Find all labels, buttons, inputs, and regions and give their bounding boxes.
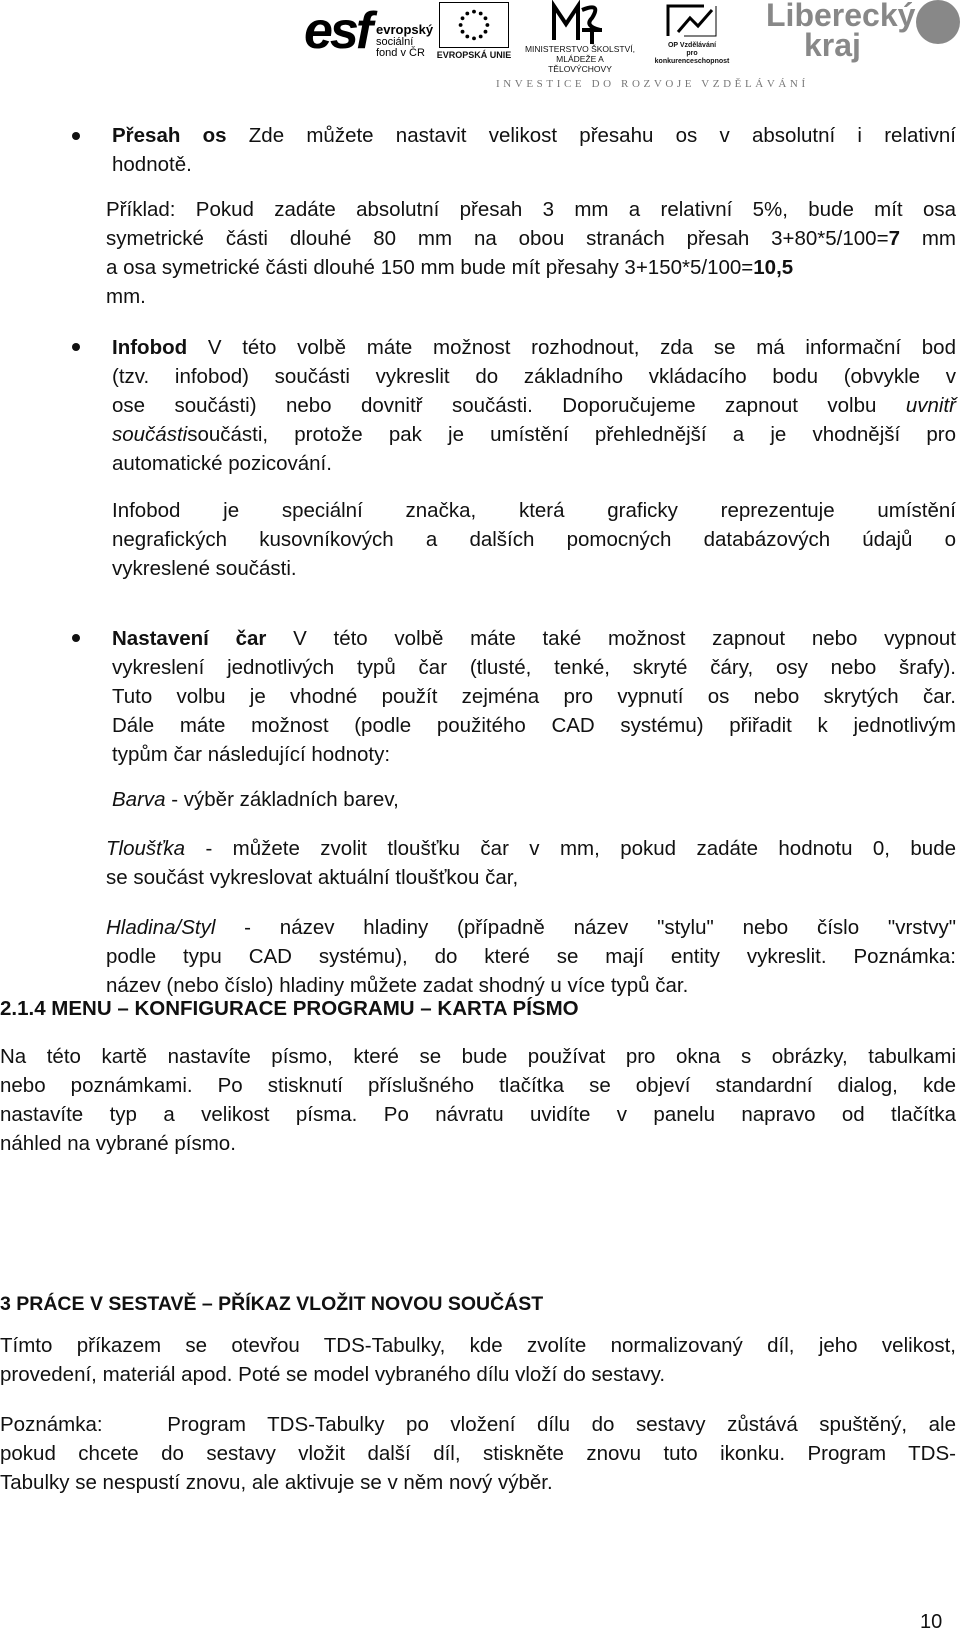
bullet-dot	[72, 132, 80, 140]
msmt-label-line: MLÁDEŽE A TĚLOVÝCHOVY	[548, 54, 612, 74]
op-label	[652, 42, 732, 66]
infobod-description	[112, 496, 956, 583]
esf-text-line: sociální	[376, 36, 414, 48]
liberecky-kraj-emblem-icon	[916, 0, 960, 44]
text-line: Na této kartě nastavíte písmo, které se bude používat pro okna s obrázky, tabulkami	[0, 1045, 956, 1068]
section-heading-3: 3 PRÁCE V SESTAVĚ – PŘÍKAZ VLOŽIT NOVOU SOUČÁST	[0, 1293, 544, 1315]
text-line	[112, 391, 956, 420]
text-span: V této volbě máte možnost rozhodnout, zda se má informační bod	[187, 336, 956, 359]
text-line	[106, 913, 956, 942]
nastaveni-car-title: Nastavení čar	[112, 627, 267, 650]
eu-logo	[434, 2, 514, 64]
liberecky-kraj-logo	[738, 0, 960, 62]
infobod-item	[112, 333, 956, 478]
text-span: součásti, protože pak je umístění přehlednější a je vhodnější pro	[187, 423, 956, 446]
text-span: - název hladiny (případně název "stylu" nebo číslo "vrstvy"	[215, 916, 956, 939]
text-line: se součást vykreslovat aktuální tloušťkou čar,	[106, 866, 519, 889]
text-span: a osa symetrické části dlouhé 150 mm bude mít přesahy 3+150*5/100=	[106, 256, 754, 279]
text-span: 7	[888, 227, 900, 250]
eu-stars-icon	[439, 2, 509, 48]
text-line	[106, 834, 956, 863]
esf-text	[376, 24, 433, 59]
text-line: pokud chcete do sestavy vložit další díl, stiskněte znovu tuto ikonku. Program TDS-	[0, 1442, 956, 1465]
infobod-title: Infobod	[112, 336, 188, 359]
text-line	[106, 253, 956, 282]
eu-label: EVROPSKÁ UNIE	[436, 50, 512, 60]
esf-logo	[304, 2, 434, 62]
text-line	[112, 420, 956, 449]
text-line: (tzv. infobod) součásti vykreslit do základního vkládacího bodu (obvykle v	[112, 365, 956, 388]
text-span: ose součásti) nebo dovnitř součásti. Doporučujeme zapnout volbu	[112, 394, 906, 417]
text-line: podle typu CAD systému), do které se mají entity vykreslit. Poznámka:	[106, 945, 956, 968]
text-line: Infobod je speciální značka, která graficky reprezentuje umístění	[112, 499, 956, 522]
text-line: typům čar následující hodnoty:	[112, 743, 391, 766]
text-line: vykreslené součásti.	[112, 557, 297, 580]
hladina-paragraph	[106, 913, 956, 1000]
text-line	[112, 624, 956, 653]
text-line: mm.	[106, 285, 146, 308]
tagline: INVESTICE DO ROZVOJE VZDĚLÁVÁNÍ	[496, 78, 809, 90]
esf-text-line: fond v ČR	[376, 47, 425, 59]
text-line	[112, 785, 956, 814]
text-span: Hladina/Styl	[106, 916, 216, 939]
presah-os-title: Přesah os	[112, 124, 227, 147]
text-line: Tabulky se nespustí znovu, ale aktivuje se v něm nový výběr.	[0, 1471, 553, 1494]
text-span: Tloušťka	[106, 837, 186, 860]
op-logo	[652, 0, 732, 64]
presah-os-item	[112, 121, 956, 179]
text-line: vykreslení jednotlivých typů čar (tlusté, tenké, skryté čáry, osy nebo šrafy).	[112, 656, 956, 679]
esf-text-line: evropský	[376, 22, 434, 37]
esf-mark: esf	[304, 2, 371, 60]
text-line: Tuto volbu je vhodné použít zejména pro vypnutí os nebo skrytých čar.	[112, 685, 956, 708]
nastaveni-car-item	[112, 624, 956, 769]
page-number: 10	[920, 1611, 943, 1633]
funding-logos-header	[0, 0, 960, 90]
text-span: Barva	[112, 788, 166, 811]
text-span: Zde můžete nastavit velikost přesahu os v absolutní i relativní	[226, 124, 957, 147]
text-line: Poznámka: Program TDS-Tabulky po vložení dílu do sestavy zůstává spuštěný, ale	[0, 1413, 956, 1436]
barva-line	[112, 785, 956, 814]
msmt-mark-icon	[548, 0, 608, 44]
text-line: Tímto příkazem se otevřou TDS-Tabulky, kde zvolíte normalizovaný díl, jeho velikost,	[0, 1334, 956, 1357]
text-line: náhled na vybrané písmo.	[0, 1132, 236, 1155]
text-line: automatické pozicování.	[112, 452, 332, 475]
bullet-dot	[72, 634, 80, 642]
bullet-dot	[72, 343, 80, 351]
tloustka-paragraph	[106, 834, 956, 892]
section-3-note	[0, 1410, 956, 1497]
text-line: Dále máte možnost (podle použitého CAD systému) přiřadit k jednotlivým	[112, 714, 956, 737]
text-span: součásti	[112, 423, 188, 446]
text-line: Příklad: Pokud zadáte absolutní přesah 3 mm a relativní 5%, bude mít osa	[106, 198, 956, 221]
text-line: nebo poznámkami. Po stisknutí příslušného tlačítka se objeví standardní dialog, kde	[0, 1074, 956, 1097]
text-line: název (nebo číslo) hladiny můžete zadat shodný u více typů čar.	[106, 974, 689, 997]
text-line: hodnotě.	[112, 153, 192, 176]
text-span: - výběr základních barev,	[165, 788, 399, 811]
lk-text-line: Liberecký	[766, 0, 916, 33]
text-line	[106, 224, 956, 253]
text-span: symetrické části dlouhé 80 mm na obou stranách přesah 3+80*5/100=	[106, 227, 889, 250]
text-span: mm	[899, 227, 956, 250]
liberecky-kraj-text	[766, 0, 916, 63]
text-line	[112, 121, 956, 150]
section-heading-2-1-4: 2.1.4 MENU – KONFIGURACE PROGRAMU – KARTA PÍSMO	[0, 997, 579, 1020]
op-label-line: pro konkurenceschopnost	[654, 50, 730, 65]
section-3-paragraph	[0, 1331, 956, 1389]
lk-text-line: kraj	[804, 27, 861, 63]
msmt-label-line: MINISTERSTVO ŠKOLSTVÍ,	[524, 44, 636, 54]
text-line: provedení, materiál apod. Poté se model vybraného dílu vloží do sestavy.	[0, 1363, 666, 1386]
text-span: uvnitř	[905, 394, 956, 417]
presah-os-example	[106, 195, 956, 311]
text-span: - můžete zvolit tloušťku čar v mm, pokud zadáte hodnotu 0, bude	[185, 837, 956, 860]
op-label-line: OP Vzdělávání	[667, 42, 717, 49]
op-mark-icon	[664, 2, 720, 40]
text-span: V této volbě máte také možnost zapnout nebo vypnout	[266, 627, 956, 650]
msmt-logo	[524, 0, 636, 74]
text-line	[112, 333, 956, 362]
text-span: 10,5	[753, 256, 794, 279]
section-2-1-4-paragraph	[0, 1042, 956, 1158]
text-line: negrafických kusovníkových a dalších pomocných databázových údajů o	[112, 528, 956, 551]
text-line: nastavíte typ a velikost písma. Po návratu uvidíte v panelu napravo od tlačítka	[0, 1103, 956, 1126]
